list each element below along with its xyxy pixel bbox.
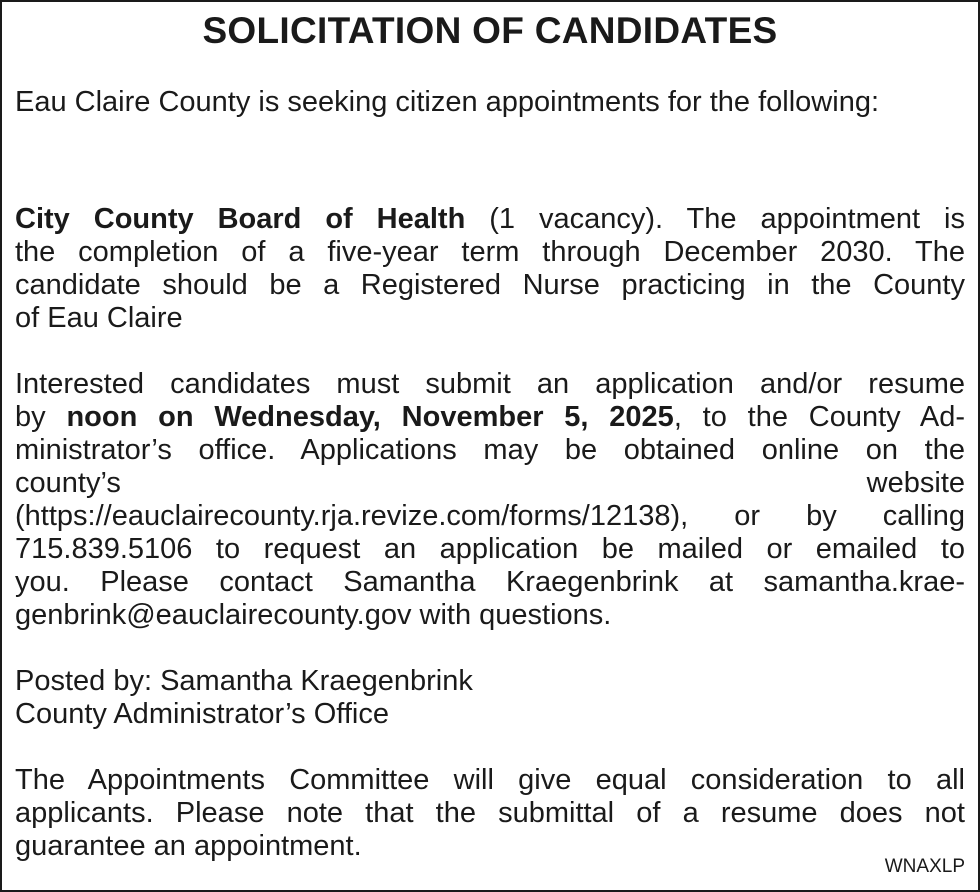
posted-office: County Administrator’s Office	[15, 698, 389, 730]
board-vacancy-text: (1 vacancy). The appointment is	[465, 203, 965, 235]
equal-line-3: guarantee an appointment.	[15, 830, 362, 862]
board-line-2: the completion of a five-year term through December 2030. The	[15, 236, 965, 268]
equal-line-2: applicants. Please note that the submittal of a resume does not	[15, 797, 965, 829]
apply-line-2-post: , to the County Ad-	[673, 401, 965, 433]
publication-code: WNAXLP	[884, 856, 965, 877]
board-of-health-paragraph	[15, 203, 965, 335]
apply-line-4-left: county’s	[15, 467, 121, 499]
application-paragraph	[15, 368, 965, 632]
board-line-3: candidate should be a Registered Nurse practicing in the County	[15, 269, 965, 301]
application-deadline: noon on Wednesday, November 5, 2025	[66, 401, 674, 433]
equal-consideration-paragraph	[15, 764, 965, 863]
intro-text: Eau Claire County is seeking citizen appointments for the following:	[15, 86, 880, 118]
apply-line-2-pre: by	[15, 401, 67, 433]
apply-line-4	[15, 467, 965, 500]
contact-email-line: genbrink@eauclairecounty.gov with questions.	[15, 599, 612, 631]
apply-line-3: ministrator’s office. Applications may be obtained online on the	[15, 434, 965, 466]
posted-by-block	[15, 665, 965, 731]
apply-line-7: you. Please contact Samantha Kraegenbrink at samantha.krae-	[15, 566, 965, 598]
posted-by: Posted by: Samantha Kraegenbrink	[15, 665, 473, 697]
application-form-url: (https://eauclairecounty.rja.revize.com/forms/12138), or by calling	[15, 500, 965, 532]
notice-title: SOLICITATION OF CANDIDATES	[202, 10, 778, 51]
apply-line-1: Interested candidates must submit an application and/or resume	[15, 368, 965, 400]
apply-line-4-right: website	[866, 467, 965, 499]
apply-line-2	[15, 401, 965, 434]
equal-line-1: The Appointments Committee will give equal consideration to all	[15, 764, 965, 796]
board-line-1	[15, 203, 965, 236]
board-name: City County Board of Health	[15, 203, 466, 235]
board-line-4: of Eau Claire	[15, 302, 183, 334]
contact-phone-line: 715.839.5106 to request an application be mailed or emailed to	[15, 533, 965, 565]
